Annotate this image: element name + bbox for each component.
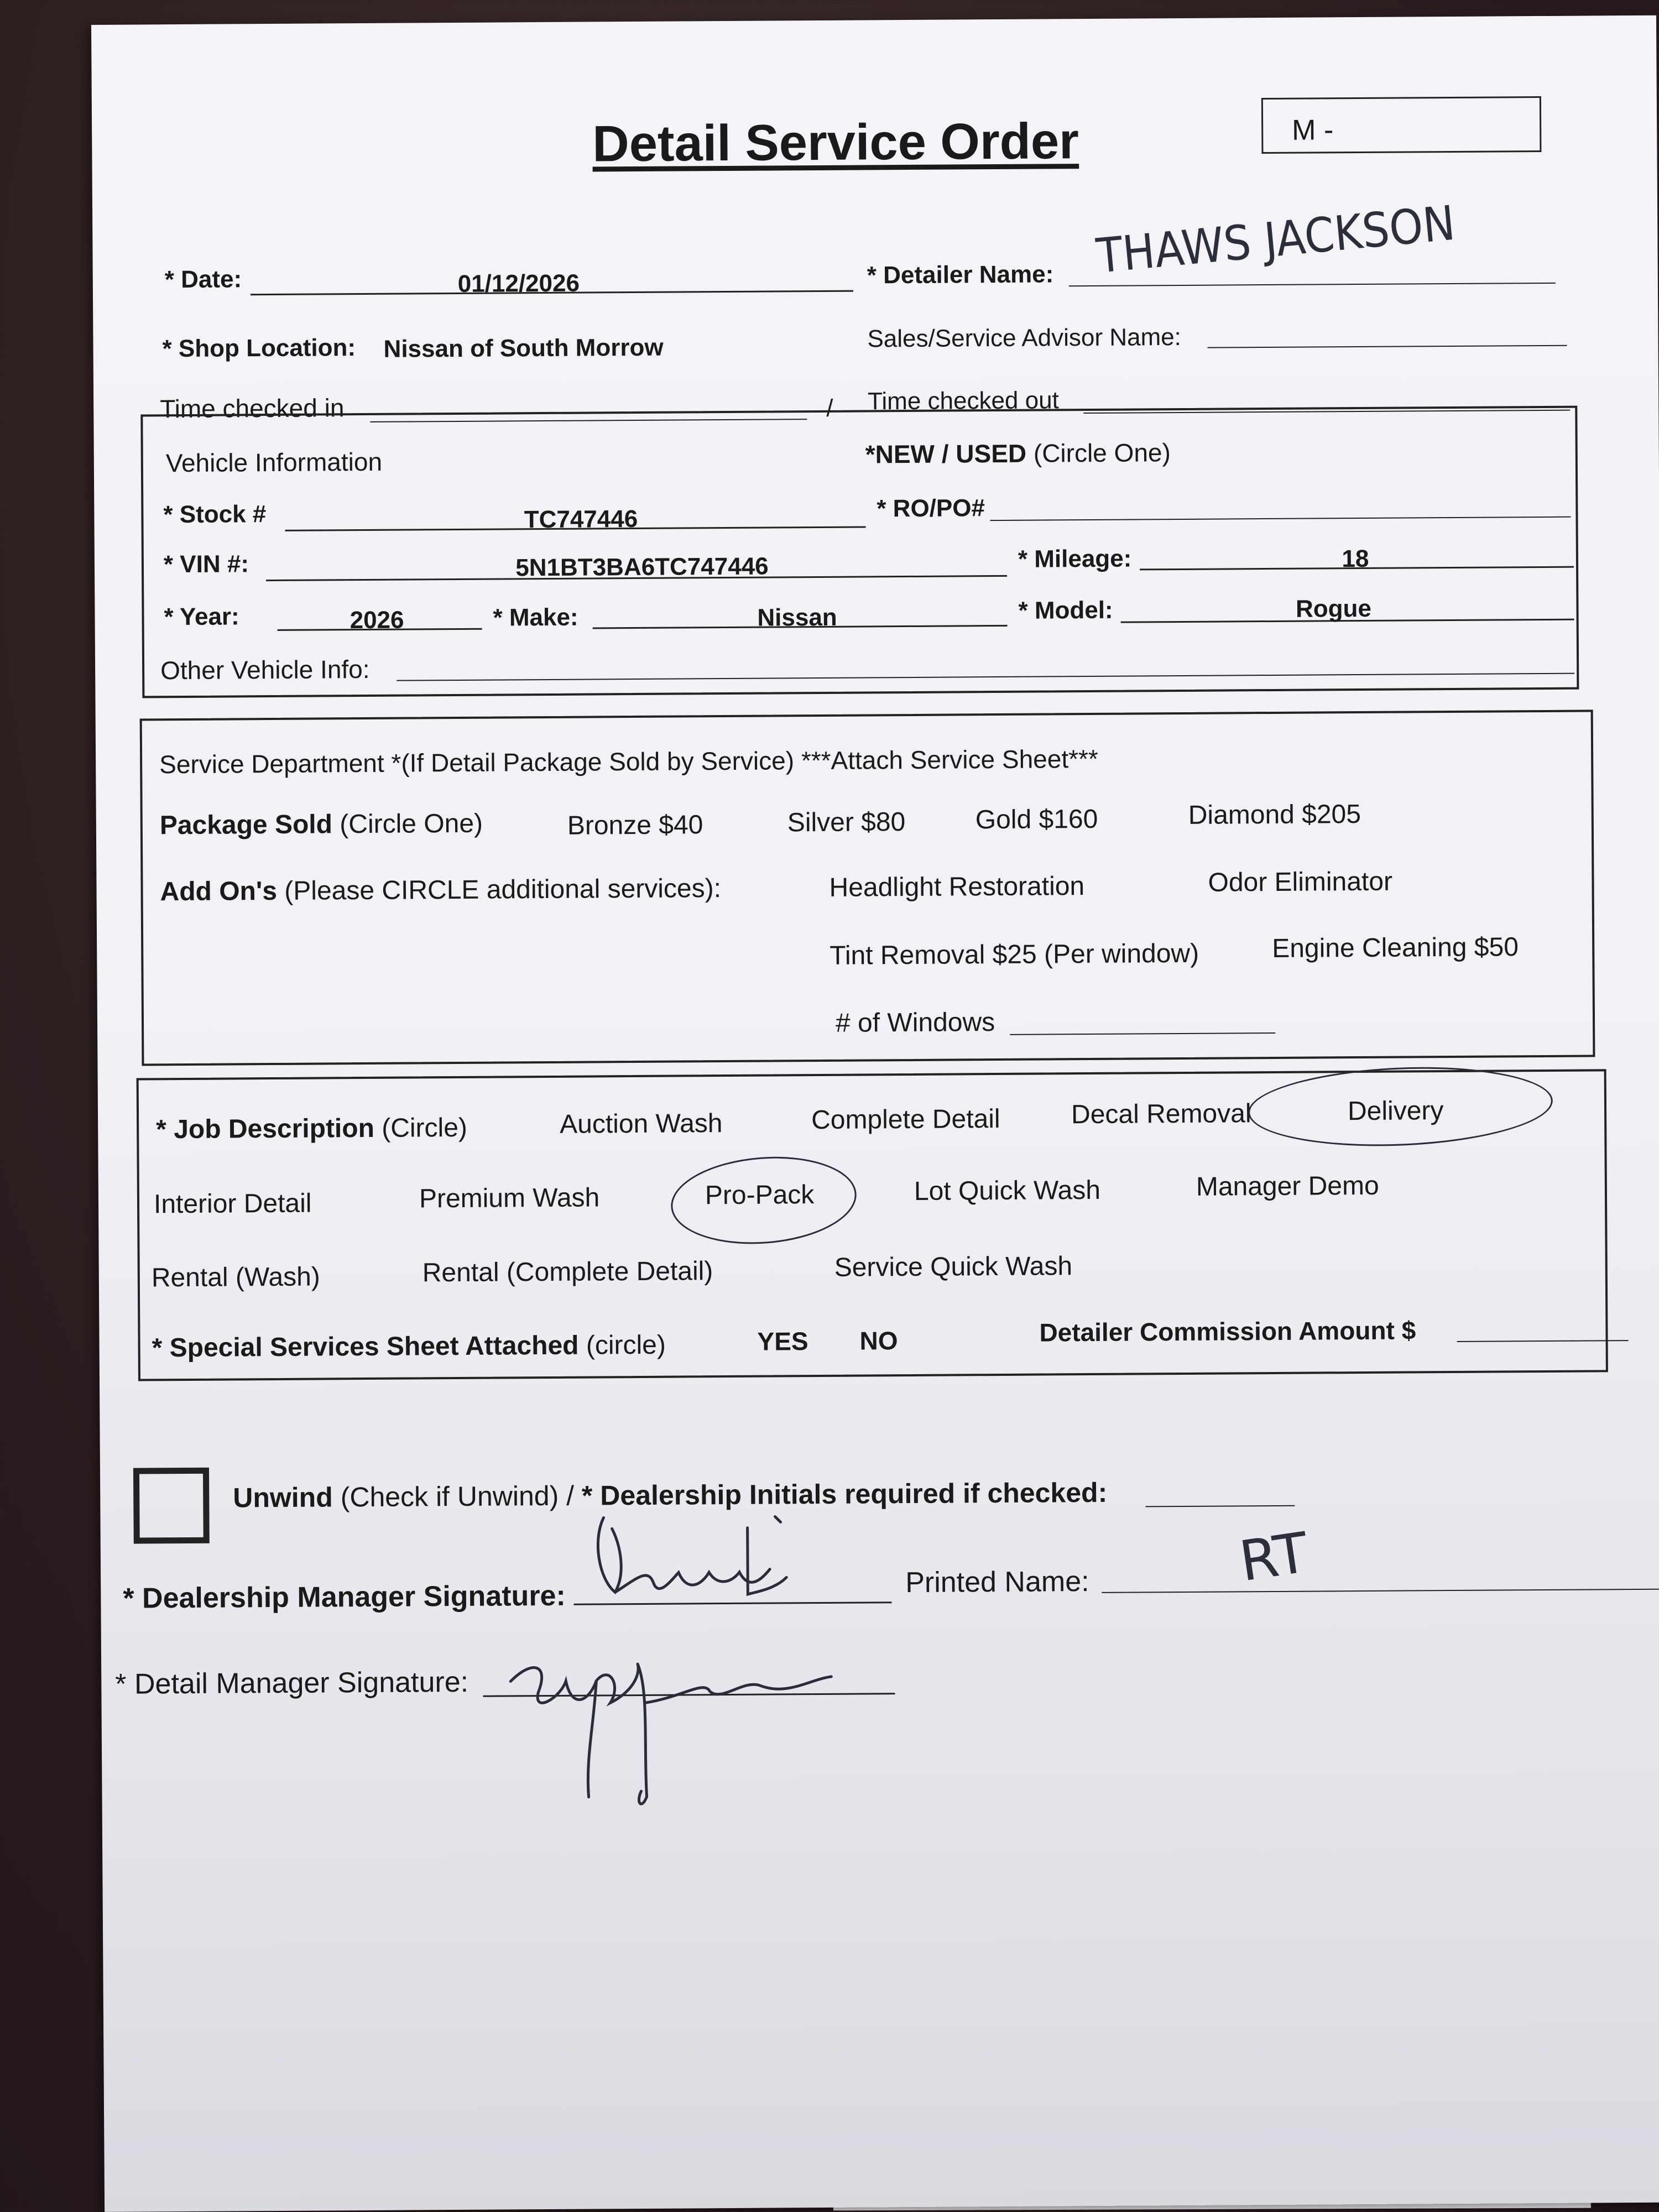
advisor-name-label: Sales/Service Advisor Name: xyxy=(867,323,1181,353)
stock-label: * Stock # xyxy=(163,500,267,529)
new-used-label: *NEW / USED xyxy=(865,439,1027,469)
job-description-label: * Job Description xyxy=(156,1113,375,1145)
make-label: * Make: xyxy=(493,603,578,632)
model-label: * Model: xyxy=(1018,596,1113,624)
detailer-name-label: * Detailer Name: xyxy=(867,260,1054,289)
advisor-name-line[interactable] xyxy=(1208,345,1567,348)
mileage-value: 18 xyxy=(1342,545,1369,573)
package-bronze[interactable]: Bronze $40 xyxy=(567,810,703,841)
job-premium-wash[interactable]: Premium Wash xyxy=(419,1183,600,1214)
date-label: * Date: xyxy=(164,265,242,294)
job-decal-removal[interactable]: Decal Removal xyxy=(1071,1099,1251,1130)
dealership-manager-signature-label: * Dealership Manager Signature: xyxy=(123,1579,566,1615)
vin-value: 5N1BT3BA6TC747446 xyxy=(515,552,769,582)
job-auction-wash[interactable]: Auction Wash xyxy=(560,1109,723,1139)
job-lot-quick-wash[interactable]: Lot Quick Wash xyxy=(914,1175,1101,1206)
year-label: * Year: xyxy=(164,603,239,631)
other-vehicle-info-label: Other Vehicle Info: xyxy=(160,654,370,685)
job-interior-detail[interactable]: Interior Detail xyxy=(153,1188,312,1219)
detailer-name-handwritten: THAWS JACKSON xyxy=(1094,195,1458,284)
special-services-label: * Special Services Sheet Attached xyxy=(152,1331,579,1363)
printed-name-line[interactable] xyxy=(1102,1589,1659,1593)
package-sold-label: Package Sold xyxy=(159,810,333,841)
model-value: Rogue xyxy=(1295,594,1372,623)
package-silver[interactable]: Silver $80 xyxy=(787,807,906,838)
time-out-label: Time checked out xyxy=(868,387,1059,415)
service-department-heading: Service Department *(If Detail Package Sold by Service) ***Attach Service Sheet*** xyxy=(159,744,1098,779)
package-sold-hint: (Circle One) xyxy=(340,808,483,839)
job-service-quick-wash[interactable]: Service Quick Wash xyxy=(834,1251,1073,1282)
service-order-sheet xyxy=(91,15,1659,2212)
add-ons-row xyxy=(160,875,721,905)
page-title: Detail Service Order xyxy=(592,113,1079,173)
job-description-row xyxy=(156,1115,467,1143)
special-services-row xyxy=(152,1332,666,1362)
printed-name-handwritten: RT xyxy=(1235,1520,1313,1594)
make-value: Nissan xyxy=(757,603,837,632)
job-description-hint: (Circle) xyxy=(382,1113,468,1143)
package-diamond[interactable]: Diamond $205 xyxy=(1188,800,1361,830)
new-used-selector[interactable] xyxy=(865,440,1171,467)
dealership-initials-label: * Dealership Initials required if checked: xyxy=(581,1477,1108,1511)
package-gold[interactable]: Gold $160 xyxy=(975,804,1098,835)
unwind-label: Unwind xyxy=(233,1481,333,1514)
mileage-label: * Mileage: xyxy=(1018,545,1132,573)
commission-label: Detailer Commission Amount $ xyxy=(1039,1316,1416,1347)
job-delivery[interactable]: Delivery xyxy=(1347,1096,1444,1126)
detail-manager-signature-label: * Detail Manager Signature: xyxy=(115,1666,469,1700)
addon-headlight-restoration[interactable]: Headlight Restoration xyxy=(829,872,1085,902)
order-number-prefix: M - xyxy=(1292,114,1334,147)
job-complete-detail[interactable]: Complete Detail xyxy=(811,1104,1000,1135)
dealership-initials-line[interactable] xyxy=(1145,1505,1295,1507)
date-value: 01/12/2026 xyxy=(457,269,580,298)
stock-value: TC747446 xyxy=(524,505,638,534)
addon-tint-removal[interactable]: Tint Removal $25 (Per window) xyxy=(830,938,1199,971)
job-manager-demo[interactable]: Manager Demo xyxy=(1196,1171,1379,1202)
special-services-no[interactable]: NO xyxy=(859,1326,898,1355)
dealership-manager-signature xyxy=(581,1494,847,1618)
detailer-name-line[interactable] xyxy=(1069,283,1556,286)
shop-location-value: Nissan of South Morrow xyxy=(383,333,664,363)
special-services-yes[interactable]: YES xyxy=(757,1327,808,1356)
add-ons-hint: (Please CIRCLE additional services): xyxy=(284,874,722,906)
detail-manager-signature xyxy=(499,1613,843,1814)
vin-label: * VIN #: xyxy=(163,550,249,578)
unwind-checkbox[interactable] xyxy=(133,1468,210,1544)
job-rental-complete-detail[interactable]: Rental (Complete Detail) xyxy=(422,1256,713,1288)
time-in-label: Time checked in xyxy=(160,393,345,424)
special-services-hint: (circle) xyxy=(586,1330,666,1360)
printed-name-label: Printed Name: xyxy=(905,1566,1089,1599)
vehicle-info-heading: Vehicle Information xyxy=(165,447,383,478)
year-value: 2026 xyxy=(349,606,404,634)
add-ons-label: Add On's xyxy=(160,876,278,907)
ro-po-label: * RO/PO# xyxy=(877,494,985,523)
job-rental-wash[interactable]: Rental (Wash) xyxy=(151,1262,320,1293)
windows-count-label: # of Windows xyxy=(835,1008,995,1038)
addon-engine-cleaning[interactable]: Engine Cleaning $50 xyxy=(1272,932,1519,963)
job-pro-pack[interactable]: Pro-Pack xyxy=(705,1180,815,1211)
time-separator: / xyxy=(826,394,833,422)
shop-location-label: * Shop Location: xyxy=(162,334,356,363)
new-used-hint: (Circle One) xyxy=(1033,438,1171,468)
package-sold-row xyxy=(159,808,483,841)
unwind-hint: (Check if Unwind) / xyxy=(340,1480,575,1513)
addon-odor-eliminator[interactable]: Odor Eliminator xyxy=(1208,867,1393,898)
